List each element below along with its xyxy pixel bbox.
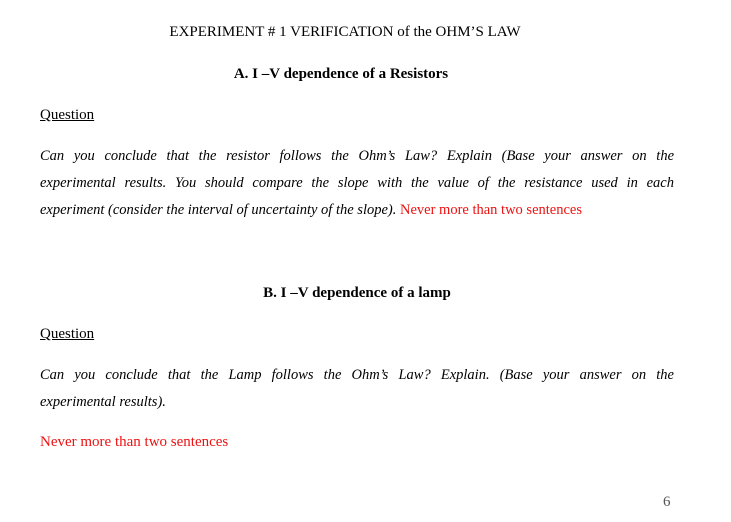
page-number: 6 bbox=[663, 494, 671, 510]
section-b-line-2: experimental results). bbox=[40, 394, 166, 410]
section-b-heading: B. I –V dependence of a lamp bbox=[263, 285, 451, 301]
section-b-question-label: Question bbox=[40, 326, 95, 342]
section-a-question-text bbox=[40, 143, 674, 224]
section-b-question-text bbox=[40, 362, 674, 416]
section-a-note: Never more than two sentences bbox=[400, 202, 582, 218]
section-a-line-2: experimental results. You should compare the slope with the value of the resistance used in each bbox=[40, 175, 674, 191]
section-a-line-1: Can you conclude that the resistor follows the Ohm’s Law? Explain (Base your answer on the bbox=[40, 148, 674, 164]
page-title: EXPERIMENT # 1 VERIFICATION of the OHM’S LAW bbox=[169, 24, 521, 40]
section-a-question-label: Question bbox=[40, 107, 95, 123]
section-b-note: Never more than two sentences bbox=[40, 434, 229, 450]
section-b-line-1: Can you conclude that the Lamp follows the Ohm’s Law? Explain. (Base your answer on the bbox=[40, 367, 674, 383]
section-a-line-3 bbox=[40, 197, 674, 224]
section-a-heading: A. I –V dependence of a Resistors bbox=[233, 66, 449, 82]
section-a-line-3-text: experiment (consider the interval of uncertainty of the slope). bbox=[40, 202, 397, 218]
